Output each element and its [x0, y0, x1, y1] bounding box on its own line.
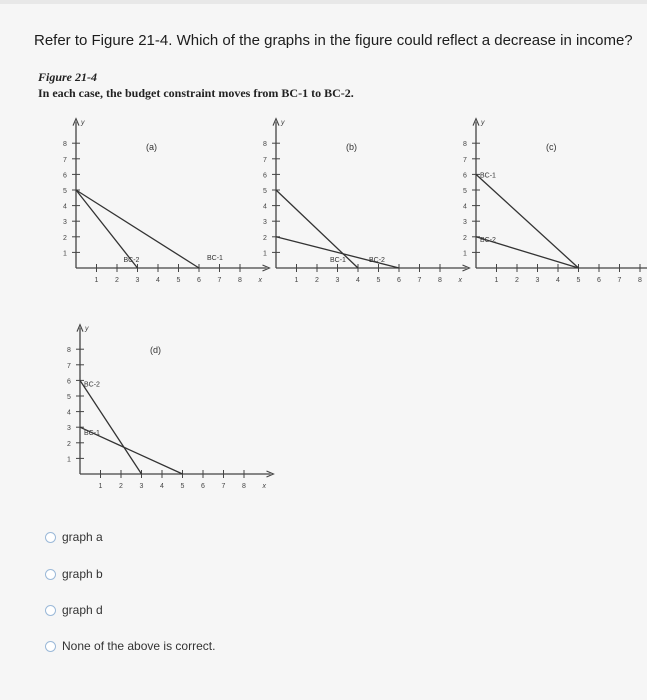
y-axis-letter: y: [481, 119, 485, 127]
graph-panel-label: (c): [546, 142, 557, 152]
budget-line-label: BC-1: [480, 172, 496, 180]
radio-button[interactable]: [45, 569, 56, 580]
option-graph-a[interactable]: [45, 530, 103, 544]
x-axis-letter: x: [258, 277, 262, 284]
figure-title: Figure 21-4: [38, 70, 98, 84]
y-tick-label: 1: [63, 250, 67, 258]
y-tick-label: 8: [67, 347, 71, 355]
y-tick-label: 1: [263, 250, 267, 258]
y-tick-label: 2: [463, 234, 467, 242]
x-tick-label: 1: [294, 277, 299, 284]
x-tick-label: 6: [597, 277, 601, 284]
y-axis-letter: y: [281, 119, 285, 127]
x-tick-label: 7: [221, 483, 226, 490]
y-tick-label: 4: [463, 203, 467, 211]
y-tick-label: 4: [263, 203, 267, 211]
graph-panel-label: (d): [150, 345, 161, 355]
y-tick-label: 8: [63, 141, 67, 149]
y-axis-letter: y: [81, 119, 85, 127]
x-tick-label: 8: [438, 277, 442, 284]
x-tick-label: 5: [576, 277, 581, 284]
y-tick-label: 2: [67, 440, 71, 448]
y-tick-label: 3: [463, 219, 467, 227]
x-tick-label: 8: [638, 277, 642, 284]
x-tick-label: 2: [515, 277, 519, 284]
x-tick-label: 1: [494, 277, 499, 284]
y-tick-label: 1: [67, 456, 71, 464]
x-tick-label: 2: [115, 277, 119, 284]
x-tick-label: 2: [315, 277, 319, 284]
budget-line-label: BC-1: [84, 430, 100, 438]
radio-button[interactable]: [45, 532, 56, 543]
y-tick-label: 7: [463, 156, 467, 164]
x-tick-label: 1: [98, 483, 103, 490]
option-none-correct[interactable]: [45, 639, 215, 653]
option-label: graph b: [62, 567, 103, 581]
figure-caption: In each case, the budget constraint moves from BC-1 to BC-2.: [38, 86, 354, 100]
y-tick-label: 3: [67, 425, 71, 433]
y-tick-label: 7: [63, 156, 67, 164]
budget-line-label: BC-1: [207, 255, 223, 262]
graph-panel-d: [67, 325, 274, 490]
x-tick-label: 6: [197, 277, 201, 284]
option-label: graph a: [62, 530, 103, 544]
x-tick-label: 7: [217, 277, 222, 284]
budget-line-bc-2: [80, 380, 142, 474]
graph-panel-a: [63, 119, 270, 284]
radio-button[interactable]: [45, 641, 56, 652]
x-tick-label: 5: [176, 277, 181, 284]
option-label: graph d: [62, 603, 103, 617]
option-label: None of the above is correct.: [62, 639, 216, 653]
x-tick-label: 3: [335, 277, 340, 284]
y-tick-label: 5: [263, 188, 267, 195]
x-axis-letter: x: [458, 277, 462, 284]
y-tick-label: 7: [67, 362, 71, 370]
x-tick-label: 1: [94, 277, 99, 284]
y-tick-label: 8: [463, 141, 467, 149]
x-axis-letter: x: [262, 483, 266, 490]
y-tick-label: 3: [63, 219, 67, 227]
x-tick-label: 3: [535, 277, 540, 284]
x-tick-label: 7: [617, 277, 622, 284]
x-tick-label: 6: [397, 277, 401, 284]
y-tick-label: 2: [63, 234, 67, 242]
y-tick-label: 5: [67, 394, 71, 401]
y-tick-label: 8: [263, 141, 267, 149]
x-tick-label: 3: [135, 277, 140, 284]
y-tick-label: 1: [463, 250, 467, 258]
x-tick-label: 5: [180, 483, 185, 490]
y-tick-label: 2: [263, 234, 267, 242]
y-tick-label: 6: [463, 172, 467, 180]
y-tick-label: 4: [63, 203, 67, 211]
radio-button[interactable]: [45, 605, 56, 616]
budget-line-label: BC-2: [84, 381, 100, 389]
x-tick-label: 4: [356, 277, 360, 284]
y-tick-label: 5: [463, 188, 467, 195]
budget-line-bc-1: [476, 174, 579, 268]
y-tick-label: 6: [263, 172, 267, 180]
budget-line-label: BC-2: [480, 236, 496, 244]
budget-line-label: BC-2: [369, 257, 385, 264]
x-tick-label: 7: [417, 277, 422, 284]
x-tick-label: 8: [242, 483, 246, 490]
x-tick-label: 2: [119, 483, 123, 490]
x-tick-label: 5: [376, 277, 381, 284]
x-tick-label: 6: [201, 483, 205, 490]
x-tick-label: 4: [556, 277, 560, 284]
option-graph-d[interactable]: [45, 603, 103, 617]
y-tick-label: 3: [263, 219, 267, 227]
y-tick-label: 7: [263, 156, 267, 164]
y-axis-letter: y: [85, 325, 89, 333]
graph-panel-c: [463, 119, 647, 284]
question-text: Refer to Figure 21-4. Which of the graphs in the figure could reflect a decrease in income?: [34, 32, 633, 49]
budget-line-label: BC-2: [123, 257, 140, 264]
x-tick-label: 3: [139, 483, 144, 490]
option-graph-b[interactable]: [45, 567, 103, 581]
x-tick-label: 8: [238, 277, 242, 284]
y-tick-label: 6: [67, 378, 71, 386]
y-tick-label: 6: [63, 172, 67, 180]
graph-panel-label: (a): [146, 142, 157, 152]
graph-panel-label: (b): [346, 142, 357, 152]
budget-line-label: BC-1: [330, 257, 346, 264]
y-tick-label: 5: [63, 188, 67, 195]
x-tick-label: 4: [156, 277, 160, 284]
y-tick-label: 4: [67, 409, 71, 417]
graph-panel-b: [263, 119, 470, 284]
x-tick-label: 4: [160, 483, 164, 490]
